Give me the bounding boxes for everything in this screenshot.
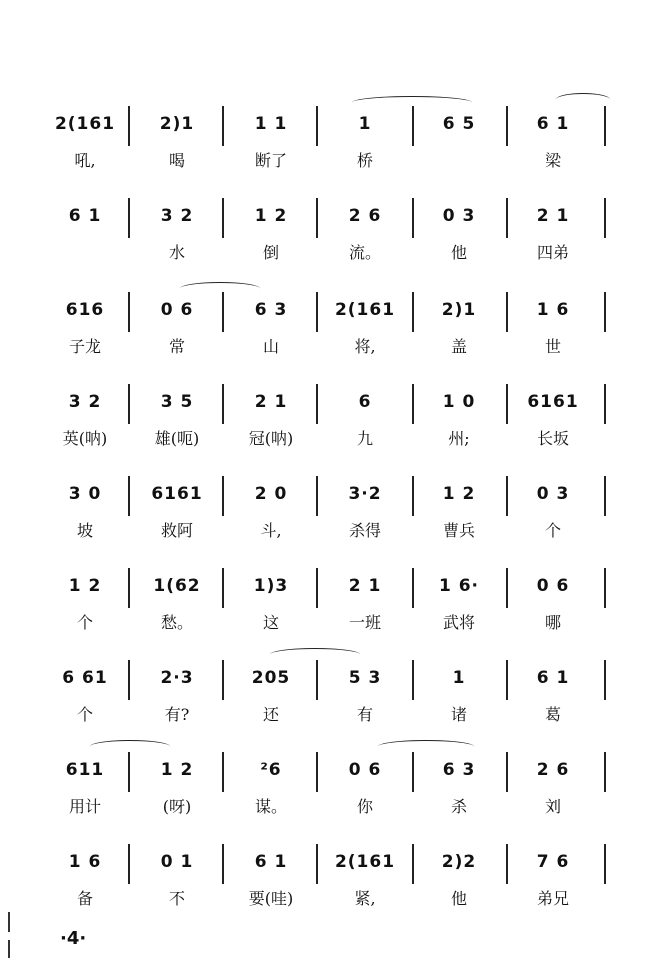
measure [50, 290, 120, 370]
measure-lyric: 杀得 [348, 521, 381, 540]
measure-notes: 1(62 [153, 576, 201, 596]
measure-lyric: 梁 [544, 151, 561, 170]
measure-lyric: 个 [76, 613, 93, 632]
measure [142, 474, 212, 554]
measure-lyric: 用计 [68, 797, 101, 816]
measure [424, 566, 494, 646]
measure-lyric: 冠(呐) [248, 429, 294, 448]
measure-notes: 6 61 [62, 668, 108, 688]
measure [236, 566, 306, 646]
measure-lyric: 倒 [262, 243, 279, 262]
bar-line [412, 844, 414, 884]
measure-lyric: 他 [450, 889, 467, 908]
measure [142, 196, 212, 276]
measure-notes: 6 1 [254, 852, 288, 872]
bar-line [506, 844, 508, 884]
measure [50, 382, 120, 462]
measure-notes: 0 6 [160, 300, 194, 320]
measure-lyric: 哪 [544, 613, 561, 632]
measure [518, 196, 588, 276]
measure-lyric: 还 [262, 705, 279, 724]
bar-line [222, 568, 224, 608]
measure-lyric: 武将 [442, 613, 475, 632]
slur-arc [180, 282, 260, 295]
measure-notes: 1)3 [253, 576, 289, 596]
measure [142, 566, 212, 646]
bar-line [506, 292, 508, 332]
bar-line [316, 198, 318, 238]
measure-notes: 1 6 [68, 852, 102, 872]
measure [518, 474, 588, 554]
bar-line [222, 198, 224, 238]
measure [330, 290, 400, 370]
slur-arc [378, 740, 474, 753]
measure-lyric: 英(呐) [62, 429, 108, 448]
bar-line [604, 384, 606, 424]
measure-notes: 3 5 [160, 392, 194, 412]
score-row-8 [0, 750, 672, 830]
measure-lyric: 紧, [354, 889, 376, 908]
measure [518, 566, 588, 646]
measure-lyric: 个 [544, 521, 561, 540]
measure-lyric: 备 [76, 889, 93, 908]
measure-lyric: 个 [76, 705, 93, 724]
bar-line [128, 292, 130, 332]
measure-notes: 2·3 [160, 668, 194, 688]
measure [424, 382, 494, 462]
bar-line [604, 292, 606, 332]
bar-line [604, 476, 606, 516]
measure [142, 750, 212, 830]
measure-lyric: 盖 [450, 337, 467, 356]
margin-mark [8, 940, 10, 958]
measure-lyric: 四弟 [536, 243, 569, 262]
measure [518, 290, 588, 370]
measure-lyric: 雄(呃) [154, 429, 200, 448]
bar-line [316, 384, 318, 424]
measure-notes: 205 [251, 668, 291, 688]
slur-arc [270, 648, 360, 661]
measure-notes: 3 2 [68, 392, 102, 412]
bar-line [222, 292, 224, 332]
bar-line [412, 292, 414, 332]
bar-line [128, 660, 130, 700]
measure [518, 104, 588, 184]
slur-arc [352, 96, 472, 109]
measure-notes: 1 1 [254, 114, 288, 134]
measure [518, 658, 588, 738]
measure-lyric: 九 [356, 429, 373, 448]
measure-lyric: 山 [262, 337, 279, 356]
bar-line [316, 844, 318, 884]
measure-notes: 0 3 [442, 206, 476, 226]
bar-line [316, 106, 318, 146]
measure-notes: 6 1 [68, 206, 102, 226]
bar-line [506, 384, 508, 424]
measure-notes: 6 3 [442, 760, 476, 780]
measure-notes: 1 0 [442, 392, 476, 412]
measure-notes: 0 6 [348, 760, 382, 780]
bar-line [412, 198, 414, 238]
measure-lyric: 他 [450, 243, 467, 262]
bar-line [604, 660, 606, 700]
measure [424, 658, 494, 738]
measure-notes: 6 1 [536, 668, 570, 688]
bar-line [128, 198, 130, 238]
measure [142, 290, 212, 370]
measure [236, 842, 306, 922]
measure-lyric: 杀 [450, 797, 467, 816]
measure-lyric: 坡 [76, 521, 93, 540]
bar-line [128, 476, 130, 516]
measure [330, 750, 400, 830]
bar-line [412, 384, 414, 424]
measure-lyric: 这 [262, 613, 279, 632]
measure [424, 290, 494, 370]
measure-notes: ²6 [260, 760, 282, 780]
measure-notes: 1 2 [68, 576, 102, 596]
measure-lyric: 曹兵 [442, 521, 475, 540]
measure-notes: 5 3 [348, 668, 382, 688]
bar-line [316, 568, 318, 608]
bar-line [412, 106, 414, 146]
bar-line [222, 752, 224, 792]
measure-lyric: 子龙 [68, 337, 101, 356]
bar-line [128, 106, 130, 146]
bar-line [316, 476, 318, 516]
measure-lyric: 流。 [348, 243, 381, 262]
score-row-6 [0, 566, 672, 646]
bar-line [412, 660, 414, 700]
measure [518, 750, 588, 830]
measure-lyric: 水 [168, 243, 185, 262]
measure-notes: 2(161 [334, 300, 396, 320]
measure [50, 842, 120, 922]
measure-notes: 6 [358, 392, 372, 412]
bar-line [128, 384, 130, 424]
measure-notes: 2 1 [348, 576, 382, 596]
measure-lyric: 不 [168, 889, 185, 908]
measure [236, 750, 306, 830]
page-number: ·4· [60, 928, 87, 949]
measure-lyric: 常 [168, 337, 185, 356]
bar-line [222, 476, 224, 516]
measure [236, 104, 306, 184]
measure-lyric: 斗, [260, 521, 282, 540]
measure [236, 290, 306, 370]
measure-notes: 3 2 [160, 206, 194, 226]
measure-lyric: 有? [164, 705, 190, 724]
measure [330, 382, 400, 462]
measure-notes: 1 [358, 114, 372, 134]
score-row-2 [0, 196, 672, 276]
measure [236, 474, 306, 554]
measure-notes: 6161 [151, 484, 203, 504]
bar-line [506, 476, 508, 516]
bar-line [506, 752, 508, 792]
measure [236, 658, 306, 738]
measure-notes: 1 2 [160, 760, 194, 780]
measure-notes: 1 [452, 668, 466, 688]
measure [50, 750, 120, 830]
measure-notes: 0 3 [536, 484, 570, 504]
measure-notes: 6161 [527, 392, 579, 412]
measure-lyric: 谋。 [254, 797, 287, 816]
bar-line [222, 844, 224, 884]
measure-lyric: 一班 [348, 613, 381, 632]
measure-lyric: 弟兄 [536, 889, 569, 908]
measure-notes: 6 5 [442, 114, 476, 134]
measure-notes: 3·2 [348, 484, 382, 504]
measure-notes: 2 6 [348, 206, 382, 226]
measure [50, 104, 120, 184]
measure-lyric: 将, [354, 337, 376, 356]
measure-notes: 2(161 [54, 114, 116, 134]
measure [518, 842, 588, 922]
measure-notes: 2 1 [536, 206, 570, 226]
bar-line [222, 660, 224, 700]
bar-line [412, 752, 414, 792]
measure-notes: 2 1 [254, 392, 288, 412]
measure [424, 196, 494, 276]
measure [424, 104, 494, 184]
measure [518, 382, 588, 462]
measure-notes: 2)2 [441, 852, 477, 872]
measure [142, 658, 212, 738]
measure-notes: 0 1 [160, 852, 194, 872]
measure-lyric: 救阿 [160, 521, 193, 540]
bar-line [316, 292, 318, 332]
bar-line [506, 198, 508, 238]
bar-line [128, 568, 130, 608]
measure-notes: 2)1 [159, 114, 195, 134]
measure [50, 658, 120, 738]
slur-arc [556, 93, 610, 106]
measure-notes: 7 6 [536, 852, 570, 872]
slur-arc [90, 740, 170, 753]
measure-notes: 2(161 [334, 852, 396, 872]
measure [424, 750, 494, 830]
measure [424, 474, 494, 554]
measure-notes: 0 6 [536, 576, 570, 596]
measure-lyric: 诸 [450, 705, 467, 724]
measure-lyric: 州; [448, 429, 470, 448]
score-row-4 [0, 382, 672, 462]
score-row-7 [0, 658, 672, 738]
measure [330, 104, 400, 184]
measure [330, 474, 400, 554]
measure [330, 196, 400, 276]
bar-line [222, 384, 224, 424]
bar-line [604, 568, 606, 608]
measure-lyric: 长坂 [536, 429, 569, 448]
measure-notes: 3 0 [68, 484, 102, 504]
measure [330, 658, 400, 738]
score-row-9 [0, 842, 672, 922]
measure-notes: 2)1 [441, 300, 477, 320]
measure [236, 382, 306, 462]
measure-lyric: 吼, [74, 151, 96, 170]
score-row-5 [0, 474, 672, 554]
bar-line [128, 844, 130, 884]
measure-lyric: 刘 [544, 797, 561, 816]
bar-line [604, 198, 606, 238]
measure [50, 196, 120, 276]
bar-line [506, 660, 508, 700]
measure-notes: 611 [65, 760, 105, 780]
measure-lyric: 愁。 [160, 613, 193, 632]
bar-line [506, 568, 508, 608]
measure-lyric: 要(哇) [248, 889, 294, 908]
measure [330, 842, 400, 922]
bar-line [412, 568, 414, 608]
measure-notes: 2 0 [254, 484, 288, 504]
score-row-1 [0, 104, 672, 184]
measure-lyric: 断了 [254, 151, 287, 170]
measure [330, 566, 400, 646]
measure-notes: 1 6· [438, 576, 480, 596]
bar-line [128, 752, 130, 792]
measure-lyric: 有 [356, 705, 373, 724]
measure-notes: 1 6 [536, 300, 570, 320]
bar-line [222, 106, 224, 146]
measure [424, 842, 494, 922]
bar-line [316, 660, 318, 700]
measure-lyric: 桥 [356, 151, 373, 170]
measure-notes: 6 1 [536, 114, 570, 134]
bar-line [412, 476, 414, 516]
margin-mark [8, 912, 10, 932]
measure-lyric: 葛 [544, 705, 561, 724]
measure-notes: 1 2 [254, 206, 288, 226]
score-row-3 [0, 290, 672, 370]
measure-lyric: 你 [356, 797, 373, 816]
measure-notes: 2 6 [536, 760, 570, 780]
measure [50, 474, 120, 554]
measure-lyric: (呀) [162, 797, 192, 816]
bar-line [604, 752, 606, 792]
measure-notes: 6 3 [254, 300, 288, 320]
measure-lyric: 世 [544, 337, 561, 356]
measure-lyric: 喝 [168, 151, 185, 170]
bar-line [316, 752, 318, 792]
measure [50, 566, 120, 646]
bar-line [604, 106, 606, 146]
measure [142, 842, 212, 922]
measure [142, 382, 212, 462]
measure [142, 104, 212, 184]
measure [236, 196, 306, 276]
bar-line [604, 844, 606, 884]
measure-notes: 1 2 [442, 484, 476, 504]
measure-notes: 616 [65, 300, 105, 320]
bar-line [506, 106, 508, 146]
